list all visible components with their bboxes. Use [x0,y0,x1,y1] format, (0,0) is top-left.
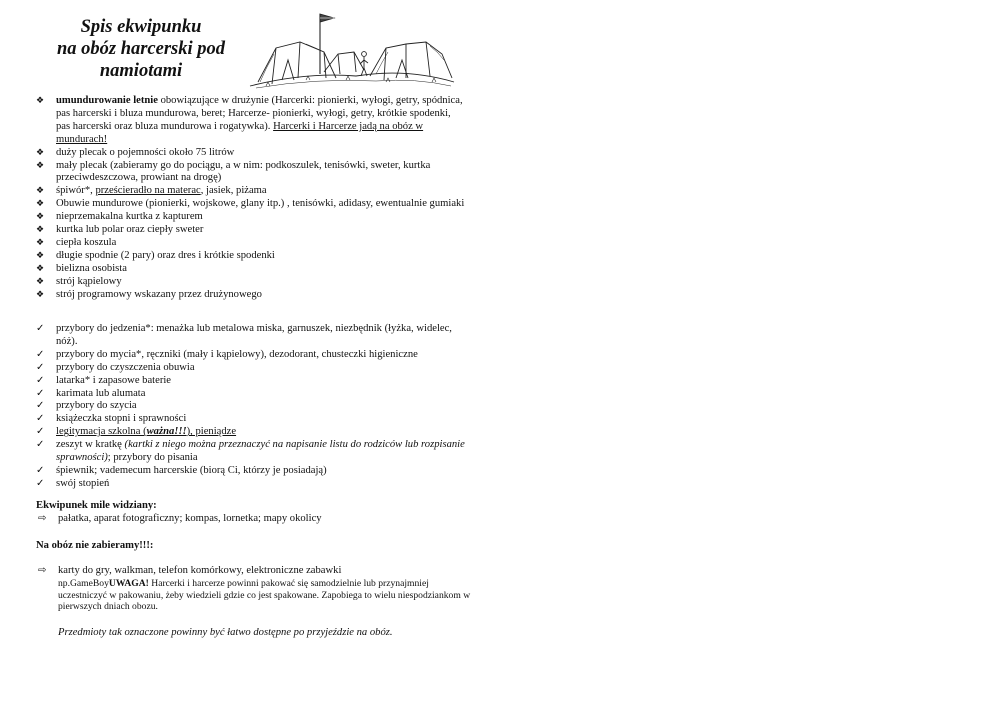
list-item: ❖ bielizna osobista [36,262,127,274]
checkmark-icon: ✓ [36,323,45,334]
title-line-1: Spis ekwipunku [80,17,202,37]
diamond-bullet-icon: ❖ [36,147,45,158]
list-item: ✓ przybory do jedzenia*: menażka lub metalowa miska, garnuszek, niezbędnik (łyżka, widelec, nóż). [36,323,452,347]
checkmark-icon: ✓ [36,400,45,412]
diamond-bullet-icon: ❖ [36,250,45,261]
checkmark-icon: ✓ [36,439,45,451]
arrow-right-icon: ⇨ [38,512,47,524]
list-item: ✓ swój stopień [36,477,110,489]
list-item: ❖ ciepła koszula [36,236,117,248]
list-item: ✓ przybory do szycia [36,400,137,412]
diamond-bullet-icon: ❖ [36,96,45,106]
welcome-section [36,500,476,526]
equipment-list-clothing [36,95,466,302]
packing-note: np.GameBoyUWAGA! Harcerki i harcerze powinni pakować się samodzielnie lub przynajmniej uczestniczyć w pakowaniu, żeby wiedzieli gdzie co jest spakowane. Zapobiega to wielu niespodziankom w pierwszych dniach obozu. [58,577,471,613]
welcome-heading: Ekwipunek mile widziany: [36,500,157,511]
list-item: ❖ długie spodnie (2 pary) oraz dres i krótkie spodenki [36,249,275,261]
list-item: ⇨ pałatka, aparat fotograficzny; kompas, lornetka; mapy okolicy [38,512,322,524]
diamond-bullet-icon: ❖ [36,276,45,287]
list-item: ✓ karimata lub alumata [36,387,146,399]
list-item: ❖ strój programowy wskazany przez drużynowego [36,288,262,300]
list-item: ❖ kurtka lub polar oraz ciepły sweter [36,224,204,236]
document-title [36,16,246,82]
diamond-bullet-icon: ❖ [36,289,45,300]
checkmark-icon: ✓ [36,426,45,438]
arrow-right-icon: ⇨ [38,564,47,576]
list-item: ✓ śpiewnik; vademecum harcerskie (biorą Ci, którzy je posiadają) [36,464,327,476]
list-item: ❖ Obuwie mundurowe (pionierki, wojskowe, glany itp.) , tenisówki, adidasy, ewentualnie gumiaki [36,198,465,210]
forbidden-section [36,540,476,640]
forbidden-heading: Na obóz nie zabieramy!!!: [36,540,154,551]
checkmark-icon: ✓ [36,374,45,386]
diamond-bullet-icon: ❖ [36,263,45,274]
checkmark-icon: ✓ [36,477,45,489]
equipment-list-gear [36,323,466,491]
list-item: ⇨ karty do gry, walkman, telefon komórkowy, elektroniczne zabawki np.GameBoyUWAGA! Harcerki i harcerze powinni pakować się samodzielnie lub przynajmniej uczestniczyć w pakowaniu, żeby wiedzieli gdzie co jest spakowane. Zapobiega to wielu niespodziankom w pierwszych dniach obozu. Przedmioty tak oznaczone powinny być łatwo dostępne po przyjeździe na obóz. [36,565,476,640]
diamond-bullet-icon: ❖ [36,212,45,223]
list-item: ❖ nieprzemakalna kurtka z kapturem [36,211,203,223]
list-item: ✓ książeczka stopni i sprawności [36,413,187,425]
title-line-2: na obóz harcerski pod [56,39,226,59]
checkmark-icon: ✓ [36,464,45,476]
diamond-bullet-icon: ❖ [36,186,45,197]
list-item: ✓ zeszyt w kratkę (kartki z niego można przeznaczyć na napisanie listu do rodziców lub rozpisanie sprawności); przybory do pisania [36,439,465,464]
list-item: ❖ umundurowanie letnie obowiązujące w drużynie (Harcerki: pionierki, wyłogi, getry, spódnica, pas harcerski i bluza mundurowa, beret; Harcerze- pionierki, wyłogi, getry, krótkie spodenki, pas harcerski oraz bluza mundurowa i rogatywka). Harcerki i Harcerze jadą na obóz w mundurach! [36,95,463,145]
diamond-bullet-icon: ❖ [36,199,45,210]
checkmark-icon: ✓ [36,387,45,399]
list-item: ✓ przybory do mycia*, ręczniki (mały i kąpielowy), dezodorant, chusteczki higieniczne [36,348,418,360]
list-item: ❖ śpiwór*, prześcieradło na materac, jasiek, piżama [36,185,267,197]
diamond-bullet-icon: ❖ [36,225,45,236]
list-item: ✓ legitymacja szkolna (ważna!!!), pieniądze [36,426,237,438]
list-item: ✓ latarka* i zapasowe baterie [36,374,171,386]
diamond-bullet-icon: ❖ [36,160,45,171]
checkmark-icon: ✓ [36,348,45,360]
list-item: ❖ strój kąpielowy [36,275,122,287]
marked-items-note: Przedmioty tak oznaczone powinny być łatwo dostępne po przyjeździe na obóz. [58,627,393,639]
list-item: ✓ przybory do czyszczenia obuwia [36,361,195,373]
list-item: ❖ mały plecak (zabieramy go do pociągu, a w nim: podkoszulek, tenisówki, sweter, kurtka przeciwdeszczowa, prowiant na drogę) [36,159,431,184]
tents-camp-illustration [246,8,458,90]
list-item: ❖ duży plecak o pojemności około 75 litrów [36,146,235,158]
diamond-bullet-icon: ❖ [36,237,45,248]
checkmark-icon: ✓ [36,361,45,373]
title-line-3: namiotami [99,61,183,81]
checkmark-icon: ✓ [36,413,45,425]
